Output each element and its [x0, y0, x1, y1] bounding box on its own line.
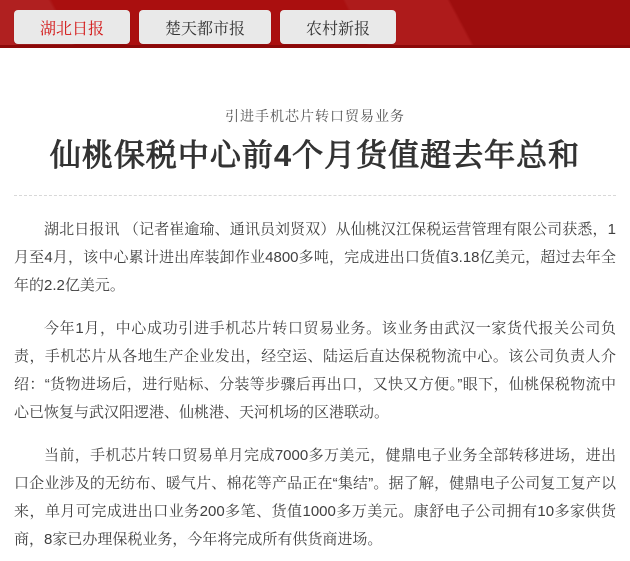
tab-chutian-metropolis-daily[interactable]: 楚天都市报 [139, 10, 271, 44]
article-body [14, 216, 616, 554]
article-subtitle: 引进手机芯片转口贸易业务 [225, 108, 405, 124]
divider [14, 195, 616, 196]
masthead [0, 0, 630, 48]
tab-rural-new-news[interactable]: 农村新报 [280, 10, 396, 44]
article-paragraph: 当前，手机芯片转口贸易单月完成7000多万美元，健鼎电子业务全部转移进场，进出口企业涉及的无纺布、暖气片、棉花等产品正在“集结”。据了解，健鼎电子公司复工复产以来，单月可完成进出口业务200多笔、货值1000多万美元。康舒电子公司拥有10多家供货商，8家已办理保税业务，今年将完成所有供货商进场。 [14, 447, 616, 549]
article-content [0, 106, 630, 554]
article-paragraph: 湖北日报讯 （记者崔逾瑜、通讯员刘贤双）从仙桃汉江保税运营管理有限公司获悉，1月至4月，该中心累计进出库装卸作业4800多吨，完成进出口货值3.18亿美元，超过去年全年的2.2亿美元。 [14, 221, 616, 295]
article-title: 仙桃保税中心前4个月货值超去年总和 [49, 138, 581, 173]
tab-hubei-daily[interactable]: 湖北日报 [14, 10, 130, 44]
article-paragraph: 今年1月，中心成功引进手机芯片转口贸易业务。该业务由武汉一家货代报关公司负责，手机芯片从各地生产企业发出，经空运、陆运后直达保税物流中心。该公司负责人介绍：“货物进场后，进行贴标、分装等步骤后再出口，又快又方便。”眼下，仙桃保税物流中心已恢复与武汉阳逻港、仙桃港、天河机场的区港联动。 [14, 320, 616, 422]
newspaper-tabs [14, 10, 396, 44]
